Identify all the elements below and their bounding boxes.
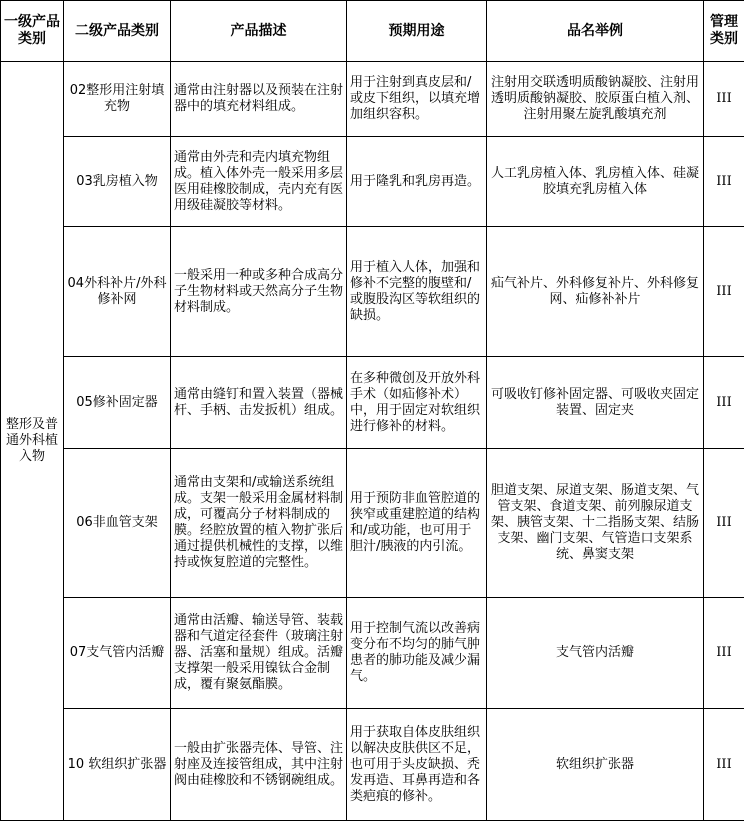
- header-category2: 二级产品类别: [64, 1, 171, 62]
- examples-cell: 胆道支架、尿道支架、肠道支架、气管支架、食道支架、前列腺尿道支架、胰管支架、十二指肠支架、结肠支架、幽门支架、气管造口支架系统、鼻窦支架: [487, 449, 704, 598]
- intended-use-cell: 用于隆乳和乳房再造。: [347, 137, 487, 227]
- description-cell: 通常由支架和/或输送系统组成。支架一般采用金属材料制成，可覆高分子材料制成的膜。经腔放置的植入物扩张后通过提供机械性的支撑，以维持或恢复腔道的完整性。: [171, 449, 347, 598]
- class-cell: III: [704, 137, 744, 227]
- class-cell: III: [704, 449, 744, 598]
- category1-cell: 整形及普通外科植入物: [1, 62, 64, 821]
- class-cell: III: [704, 62, 744, 137]
- examples-cell: 软组织扩张器: [487, 709, 704, 821]
- table-header-row: [1, 1, 744, 62]
- description-cell: 通常由活瓣、输送导管、装载器和气道定径套件（玻璃注射器、活塞和量规）组成。活瓣支撑架一般采用镍钛合金制成，覆有聚氨酯膜。: [171, 598, 347, 709]
- table-row: [1, 357, 744, 449]
- table-row: [1, 709, 744, 821]
- examples-cell: 人工乳房植入体、乳房植入体、硅凝胶填充乳房植入体: [487, 137, 704, 227]
- intended-use-cell: 用于控制气流以改善病变分布不均匀的肺气肿患者的肺功能及减少漏气。: [347, 598, 487, 709]
- table-row: [1, 227, 744, 357]
- class-cell: III: [704, 598, 744, 709]
- table-row: [1, 449, 744, 598]
- examples-cell: 可吸收钉修补固定器、可吸收夹固定装置、固定夹: [487, 357, 704, 449]
- description-cell: 通常由缝钉和置入装置（器械杆、手柄、击发扳机）组成。: [171, 357, 347, 449]
- table-row: [1, 598, 744, 709]
- category2-cell: 03乳房植入物: [64, 137, 171, 227]
- table-row: [1, 62, 744, 137]
- category2-cell: 02整形用注射填充物: [64, 62, 171, 137]
- category2-cell: 05修补固定器: [64, 357, 171, 449]
- header-intended-use: 预期用途: [347, 1, 487, 62]
- table-row: [1, 137, 744, 227]
- intended-use-cell: 用于预防非血管腔道的狭窄或重建腔道的结构和/或功能，也可用于胆汁/胰液的内引流。: [347, 449, 487, 598]
- description-cell: 一般由扩张器壳体、导管、注射座及连接管组成，其中注射阀由硅橡胶和不锈钢碗组成。: [171, 709, 347, 821]
- header-description: 产品描述: [171, 1, 347, 62]
- class-cell: III: [704, 357, 744, 449]
- category2-cell: 07支气管内活瓣: [64, 598, 171, 709]
- category2-cell: 06非血管支架: [64, 449, 171, 598]
- intended-use-cell: 在多种微创及开放外科手术（如疝修补术）中，用于固定对软组织进行修补的材料。: [347, 357, 487, 449]
- description-cell: 一般采用一种或多种合成高分子生物材料或天然高分子生物材料制成。: [171, 227, 347, 357]
- header-class: 管理类别: [704, 1, 744, 62]
- examples-cell: 疝气补片、外科修复补片、外科修复网、疝修补补片: [487, 227, 704, 357]
- intended-use-cell: 用于植入人体，加强和修补不完整的腹壁和/或腹股沟区等软组织的缺损。: [347, 227, 487, 357]
- examples-cell: 支气管内活瓣: [487, 598, 704, 709]
- header-category1: 一级产品类别: [1, 1, 64, 62]
- class-cell: III: [704, 227, 744, 357]
- description-cell: 通常由外壳和壳内填充物组成。植入体外壳一般采用多层医用硅橡胶制成，壳内充有医用级硅凝胶等材料。: [171, 137, 347, 227]
- category2-cell: 10 软组织扩张器: [64, 709, 171, 821]
- intended-use-cell: 用于注射到真皮层和/或皮下组织，以填充增加组织容积。: [347, 62, 487, 137]
- class-cell: III: [704, 709, 744, 821]
- description-cell: 通常由注射器以及预装在注射器中的填充材料组成。: [171, 62, 347, 137]
- category2-cell: 04外科补片/外科修补网: [64, 227, 171, 357]
- header-examples: 品名举例: [487, 1, 704, 62]
- intended-use-cell: 用于获取自体皮肤组织以解决皮肤供区不足，也可用于头皮缺损、秃发再造、耳鼻再造和各类疤痕的修补。: [347, 709, 487, 821]
- examples-cell: 注射用交联透明质酸钠凝胶、注射用透明质酸钠凝胶、胶原蛋白植入剂、注射用聚左旋乳酸填充剂: [487, 62, 704, 137]
